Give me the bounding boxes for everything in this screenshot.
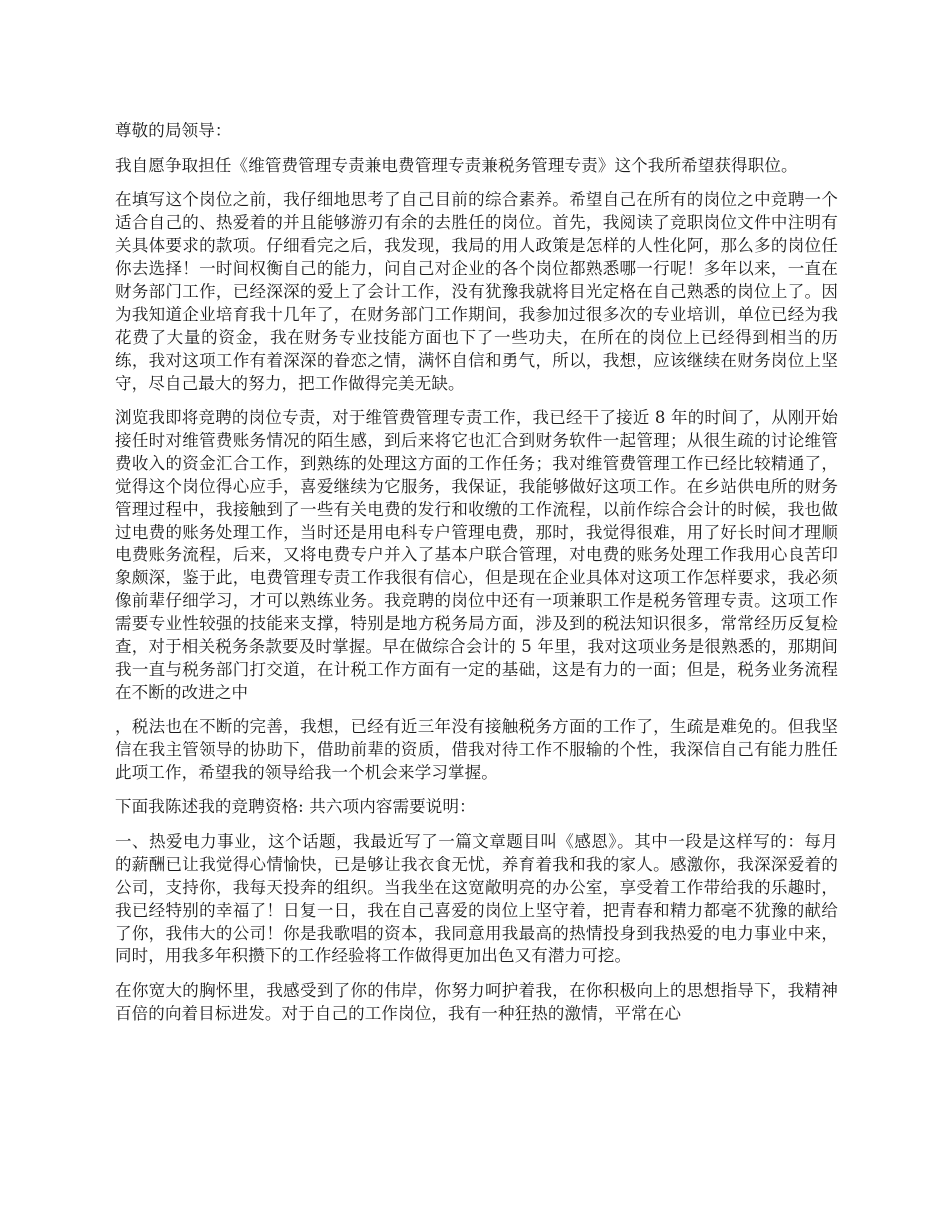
paragraph-qualification-one: 一、热爱电力事业，这个话题，我最近写了一篇文章题目叫《感恩》。其中一段是这样写的：每月的薪酬已让我觉得心情愉快，已是够让我衣食无忧，养育着我和我的家人。感激你，我深深爱着的公司，支持你，我每天投奔的组织。当我坐在这宽敞明亮的办公室，享受着工作带给我的乐趣时，我已经特别的幸福了！日复一日，我在自己喜爱的岗位上坚守着，把青春和精力都毫不犹豫的献给了你，我伟大的公司！你是我歌唱的资本，我同意用我最高的热情投身到我热爱的电力事业中来，同时，用我多年积攒下的工作经验将工作做得更加出色又有潜力可挖。 (115, 831, 838, 966)
salutation: 尊敬的局领导： (115, 121, 232, 140)
paragraph-tax-continuation: ，税法也在不断的完善，我想，已经有近三年没有接触税务方面的工作了，生疏是难免的。但我坚信在我主管领导的协助下，借助前辈的资质，借我对待工作不服输的个性，我深信自己有能力胜任此项工作，希望我的领导给我一个机会来学习掌握。 (115, 717, 838, 783)
paragraph-application: 我自愿争取担任《维管费管理专责兼电费管理专责兼税务管理专责》这个我所希望获得职位。 (115, 155, 798, 175)
paragraph-qualifications-intro: 下面我陈述我的竞聘资格: 共六项内容需要说明： (115, 797, 476, 817)
document-page (115, 120, 838, 1037)
paragraph-job-duties: 浏览我即将竞聘的岗位专责，对于维管费管理专责工作，我已经干了接近 8 年的时间了，从刚开始接任时对维管费账务情况的陌生感，到后来将它也汇合到财务软件一起管理；从很生疏的讨论维管费收入的资金汇合工作，到熟练的处理这方面的工作任务；我对维管费管理工作已经比较精通了，觉得这个岗位得心应手，喜爱继续为它服务，我保证，我能够做好这项工作。在乡站供电所的财务管理过程中，我接触到了一些有关电费的发行和收缴的工作流程，以前作综合会计的时候，我也做过电费的账务处理工作，当时还是用电科专户管理电费，那时，我觉得很难，用了好长时间才理顺电费账务流程，后来，又将电费专户并入了基本户联合管理，对电费的账务处理工作我用心良苦印象颇深，鉴于此，电费管理专责工作我很有信心，但是现在企业具体对这项工作怎样要求，我必须像前辈仔细学习，才可以熟练业务。我竞聘的岗位中还有一项兼职工作是税务管理专责。这项工作需要专业性较强的技能来支撑，特别是地方税务局方面，涉及到的税法知识很多，常常经历反复检查，对于相关税务条款要及时掌握。早在做综合会计的 5 年里，我对这项业务是很熟悉的，那期间我一直与税务部门打交道，在计税工作方面有一定的基础，这是有力的一面；但是，税务业务流程在不断的改进之中 (115, 407, 838, 702)
paragraph-self-assessment: 在填写这个岗位之前，我仔细地思考了自己目前的综合素养。希望自己在所有的岗位之中竞聘一个适合自己的、热爱着的并且能够游刃有余的去胜任的岗位。首先，我阅读了竞职岗位文件中注明有关具体要求的款项。仔细看完之后，我发现，我局的用人政策是怎样的人性化阿，那么多的岗位任你去选择！一时间权衡自己的能力，问自己对企业的各个岗位都熟悉哪一行呢！多年以来，一直在财务部门工作，已经深深的爱上了会计工作，没有犹豫我就将目光定格在自己熟悉的岗位上了。因为我知道企业培育我十几年了，在财务部门工作期间，我参加过很多次的专业培训，单位已经为我花费了大量的资金，我在财务专业技能方面也下了一些功夫，在所在的岗位上已经得到相当的历练，我对这项工作有着深深的眷恋之情，满怀自信和勇气，所以，我想，应该继续在财务岗位上坚守，尽自己最大的努力，把工作做得完美无缺。 (115, 190, 838, 393)
paragraph-gratitude: 在你宽大的胸怀里，我感受到了你的伟岸，你努力呵护着我，在你积极向上的思想指导下，我精神百倍的向着目标进发。对于自己的工作岗位，我有一种狂热的激情，平常在心 (115, 980, 838, 1023)
